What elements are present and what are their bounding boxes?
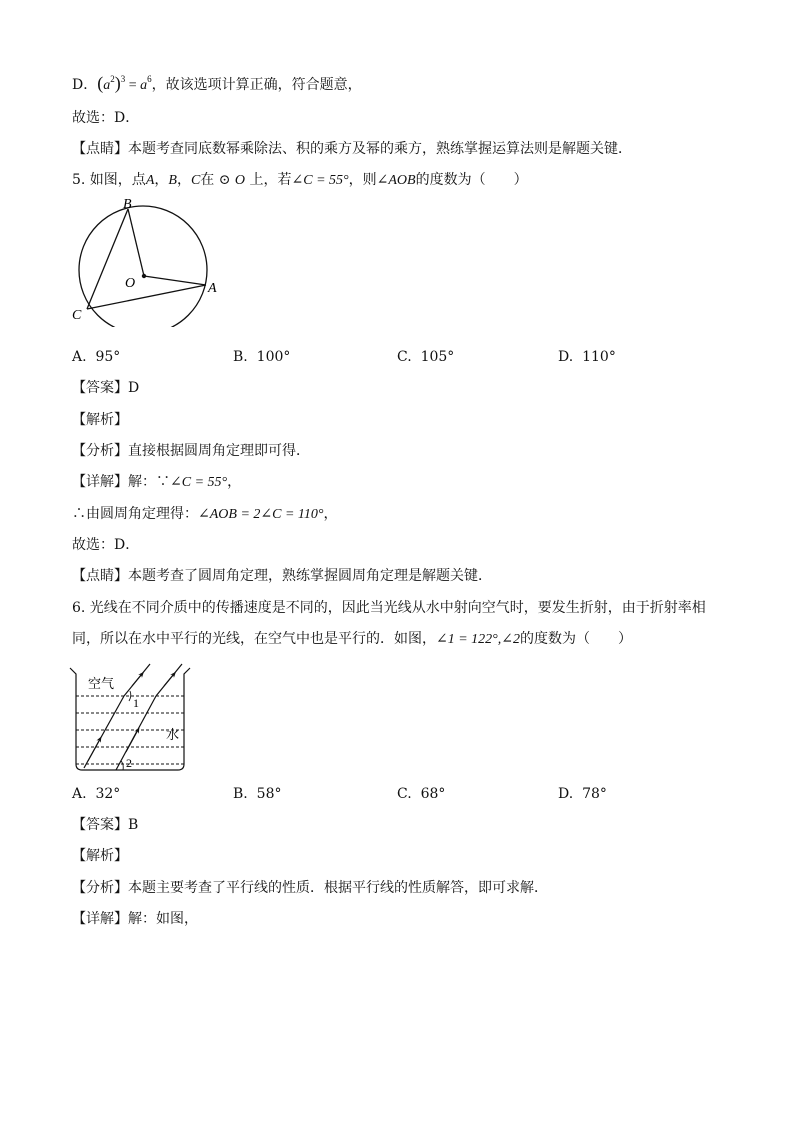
q5-option-d[interactable]: D. 110° [558,349,616,365]
segment-ob [128,209,144,276]
q6-option-d[interactable]: D. 78° [558,786,607,802]
label-angle-2: 2 [126,756,132,770]
label-angle-1: 1 [133,696,139,710]
ray-2-air-arrow-icon [164,674,174,686]
q6-fenxi: 【分析】本题主要考查了平行线的性质．根据平行线的性质解答，即可求解． [72,880,548,896]
label-air: 空气 [88,676,115,691]
circle-o [79,206,207,327]
segment-bc [87,209,128,309]
q5-option-b[interactable]: B. 100° [233,349,291,365]
q5-xiangjie: 【详解】解：∵∠C = 55°， [72,474,242,490]
q5-fenxi: 【分析】直接根据圆周角定理即可得． [72,443,310,459]
q6-option-a[interactable]: A. 32° [72,786,121,802]
option-d-line [72,73,362,96]
q5-option-c[interactable]: C. 105° [397,349,455,365]
q5-comment: 【点睛】本题考查了圆周角定理，熟练掌握圆周角定理是解题关键． [72,568,492,584]
angle-2-arc [121,761,123,770]
q6-analysis-heading: 【解析】 [72,848,128,864]
center-point [142,274,146,278]
ray-1-air-arrow-icon [132,674,142,686]
label-c: C [72,308,82,323]
label-b: B [123,197,132,212]
power-expression: $(a^2)^3 = a^6$ [97,73,152,93]
q6-stem-line1: 6. 光线在不同介质中的传播速度是不同的，因此当光线从水中射向空气时，要发生折射，由于折射率相 [72,600,706,616]
q5-option-a[interactable]: A. 95° [72,349,121,365]
q6-xiangjie: 【详解】解：如图， [72,911,198,927]
q5-answer: 【答案】D [72,380,140,396]
q4-choice: 故选：D． [72,110,140,126]
option-d-label: D． [72,77,98,93]
q5-stem: 5. 如图，点A，B，C在 ⊙ O 上，若∠C = 55°，则∠AOB的度数为（ ） [72,172,528,188]
ray-2-arrow-icon [126,730,138,752]
q6-option-c[interactable]: C. 68° [397,786,446,802]
q4-comment: 【点睛】本题考查同底数幂乘除法、积的乘方及幂的乘方，熟练掌握运算法则是解题关键． [72,141,632,157]
ray-1-arrow-icon [88,739,100,761]
q6-option-b[interactable]: B. 58° [233,786,282,802]
circle-figure [66,192,226,327]
label-a: A [208,281,217,296]
beaker-figure [66,660,196,775]
option-d-conclusion: ，故该选项计算正确，符合题意， [151,77,362,93]
segment-ca [87,285,206,309]
q6-stem-line2: 同，所以在水中平行的光线，在空气中也是平行的．如图，∠1 = 122°,∠2的度数为（ ） [72,631,633,647]
q5-step2: ∴由圆周角定理得：∠AOB = 2∠C = 110°， [72,506,338,522]
angle-1-arc [129,691,131,701]
segment-oa [144,276,206,285]
q6-answer: 【答案】B [72,817,139,833]
label-water: 水 [166,727,180,742]
label-o: O [125,276,136,291]
q5-choice: 故选：D． [72,537,140,553]
q5-analysis-heading: 【解析】 [72,412,128,428]
